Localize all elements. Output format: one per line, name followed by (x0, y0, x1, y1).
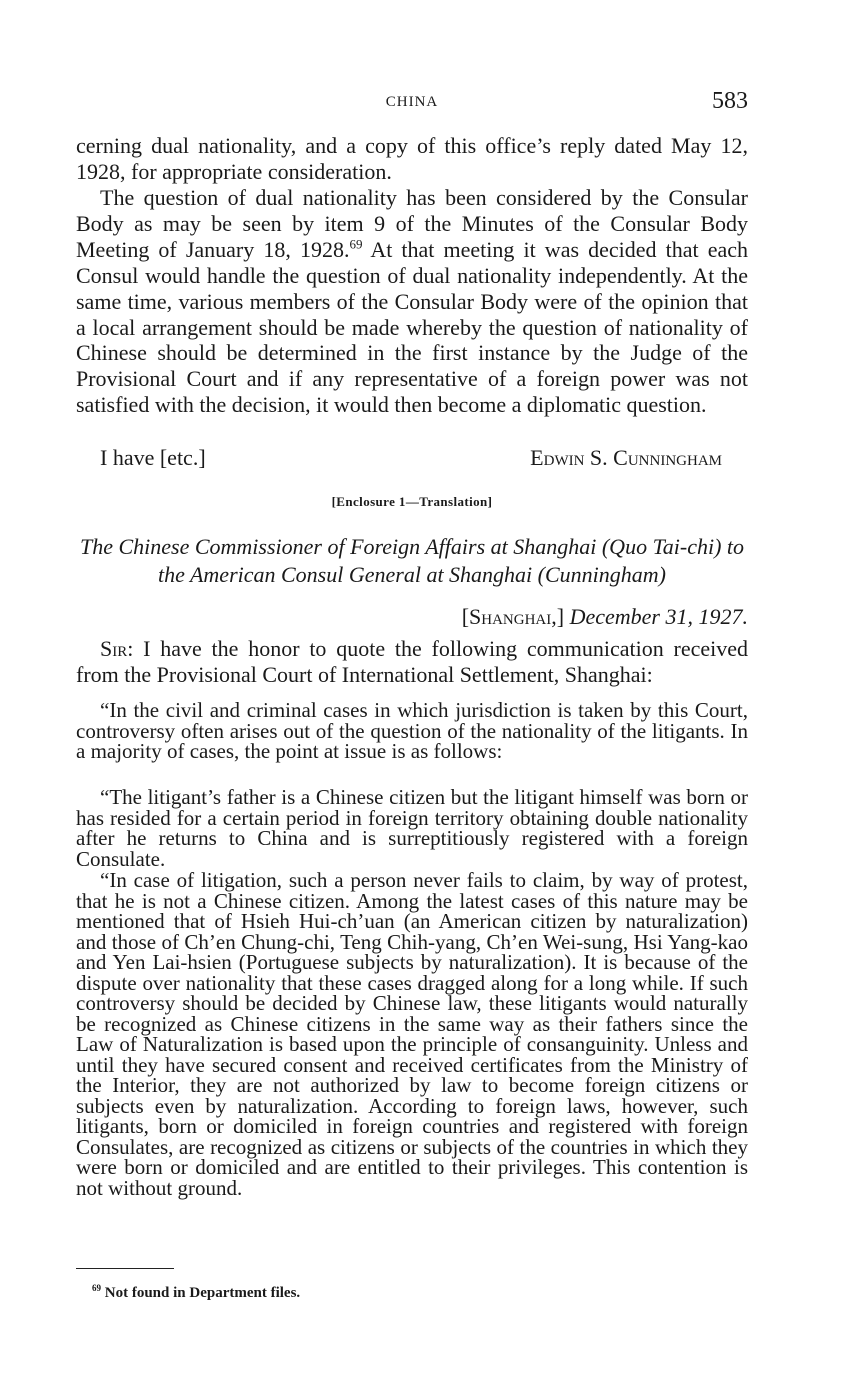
running-title: CHINA (385, 94, 439, 110)
footnote (92, 1283, 300, 1302)
letter-intro-text: : I have the honor to quote the following communication received from the Provisional Court of International Settlement, Shanghai: (76, 636, 748, 687)
dateline-date: December 31, 1927. (569, 604, 748, 629)
paragraph-text-part: The question of dual nationality has been considered by the Consular Body as may be seen by item 9 of the Minutes of the Consular Body Meeting of January 18, 1928. (76, 185, 748, 262)
signer-name: Edwin S. Cunningham (530, 445, 722, 470)
quoted-paragraph: “In the civil and criminal cases in which jurisdiction is taken by this Court, controversy often arises out of the question of the nationality of the litigants. In a majority of cases, the point at issue is as follows: (76, 698, 748, 763)
page-number: 583 (712, 88, 748, 114)
dateline (76, 604, 748, 630)
paragraph-text-part: At that meeting it was decided that each Consul would handle the question of dual nationality independently. At the same time, various members of the Consular Body were of the opinion that a local arrangement should be made whereby the question of nationality of Chinese should be determined in the first instance by the Judge of the Provisional Court and if any representative of a foreign power was not satisfied with the decision, it would then become a diplomatic question. (76, 236, 748, 418)
footnote-reference: 69 (349, 236, 363, 252)
salutation: Sir (100, 636, 128, 661)
footnote-divider (76, 1268, 174, 1269)
footnote-text: Not found in Department files. (104, 1285, 301, 1301)
paragraph-dual-nationality (76, 185, 748, 418)
page-header (76, 88, 748, 120)
document-title: The Chinese Commissioner of Foreign Affairs at Shanghai (Quo Tai-chi) to the American Consul General at Shanghai (Cunningham) (79, 534, 745, 587)
paragraph-continuation: cerning dual nationality, and a copy of this office’s reply dated May 12, 1928, for appropriate consideration. (76, 133, 748, 184)
quoted-paragraph: “The litigant’s father is a Chinese citizen but the litigant himself was born or has resided for a certain period in foreign territory obtaining double nationality after he returns to China and is surreptitiously registered with a foreign Consulate. (76, 785, 748, 871)
signature-line (76, 445, 748, 473)
quoted-paragraph: “In case of litigation, such a person never fails to claim, by way of protest, that he is not a Chinese citizen. Among the latest cases of this nature may be mentioned that of Hsieh Hui-ch’uan (an American citizen by naturalization) and those of Ch’en Chung-chi, Teng Chih-yang, Ch’en Wei-sung, Hsi Yang-kao and Yen Lai-hsien (Portuguese subjects by naturalization). It is because of the dispute over nationality that these cases dragged along for a long while. If such controversy should be decided by Chinese law, these litigants would naturally be recognized as Chinese citizens in the same way as their fathers since the Law of Naturalization is based upon the principle of consanguinity. Unless and until they have secured consent and received certificates from the Ministry of the Interior, they are not authorized by law to become foreign citizens or subjects even by naturalization. According to foreign laws, however, such litigants, born or domiciled in foreign countries and registered with foreign Consulates, are recognized as citizens or subjects of the countries in which they were born or domiciled and are entitled to their privileges. This contention is not without ground. (76, 868, 748, 1200)
footnote-marker: 69 (92, 1283, 101, 1293)
closing: I have [etc.] (100, 445, 206, 470)
dateline-place: [Shanghai,] (461, 604, 565, 629)
letter-intro (76, 636, 748, 688)
enclosure-label: [Enclosure 1—Translation] (331, 494, 493, 509)
